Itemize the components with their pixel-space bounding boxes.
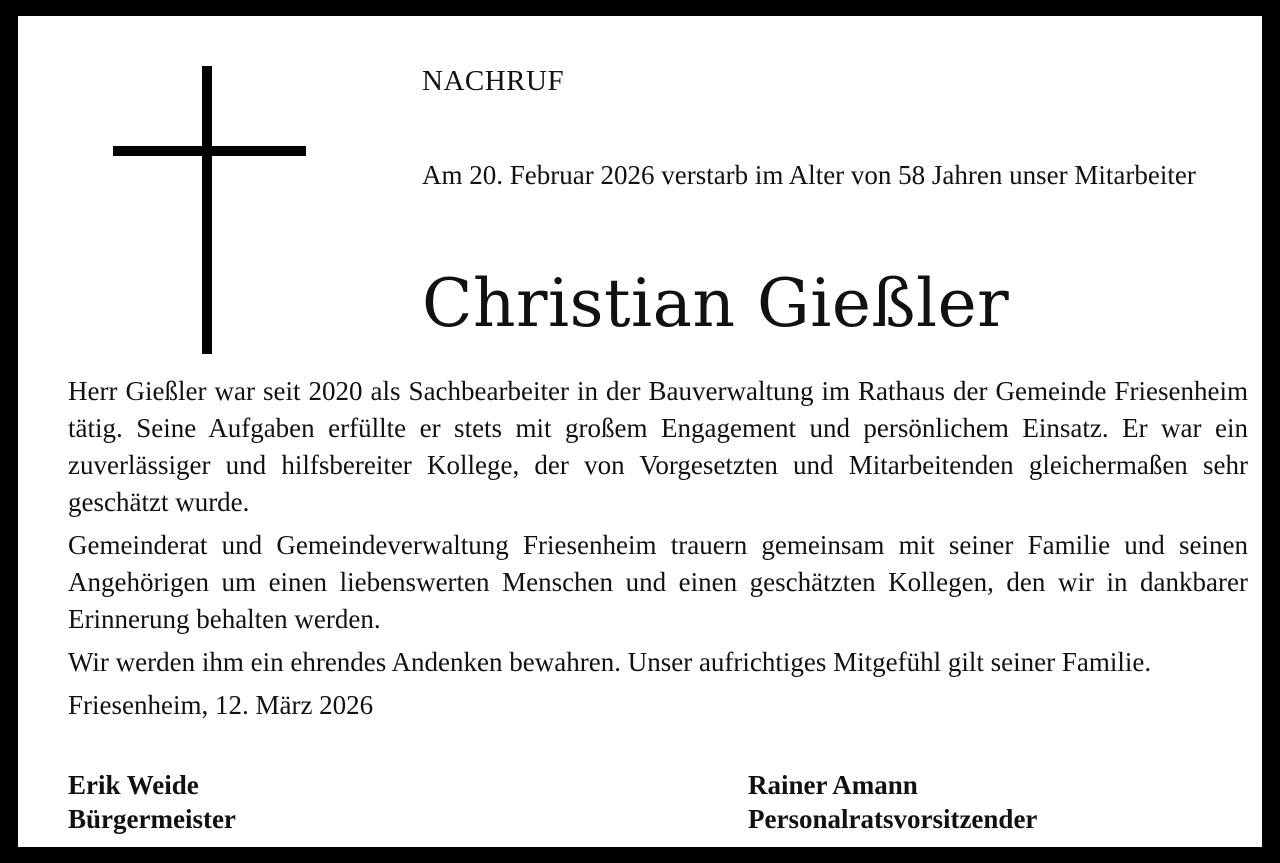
signatory-right	[748, 768, 1037, 836]
body-paragraph: Herr Gießler war seit 2020 als Sachbearbeiter in der Bauverwaltung im Rathaus der Gemeinde Friesenheim tätig. Seine Aufgaben erfüllte er stets mit großem Engagement und persönlichem Einsatz. Er war ein zuverlässiger und hilfsbereiter Kollege, der von Vorgesetzten und Mitarbeitenden gleichermaßen sehr geschätzt wurde.	[68, 376, 1248, 517]
signatory-name: Erik Weide	[68, 770, 199, 800]
signatory-role: Bürgermeister	[68, 804, 236, 834]
body-paragraph: Gemeinderat und Gemeindeverwaltung Friesenheim trauern gemeinsam mit seiner Familie und seinen Angehörigen um einen liebenswerten Menschen und einen geschätzten Kollegen, den wir in dankbarer Erinnerung behalten werden.	[68, 530, 1248, 634]
signatory-role: Personalratsvorsitzender	[748, 804, 1038, 834]
cross-icon-vertical-bar	[202, 66, 212, 354]
signatory-left	[68, 768, 236, 836]
obituary-notice	[18, 16, 1262, 847]
signatory-name: Rainer Amann	[748, 770, 918, 800]
deceased-name: Christian Gießler	[422, 265, 1010, 342]
place-date: Friesenheim, 12. März 2026	[68, 690, 374, 720]
cross-icon-horizontal-bar	[113, 146, 306, 156]
notice-heading: NACHRUF	[422, 65, 565, 97]
notice-intro: Am 20. Februar 2026 verstarb im Alter von 58 Jahren unser Mitarbeiter	[422, 160, 1196, 190]
notice-body	[68, 373, 1248, 730]
body-paragraph: Wir werden ihm ein ehrendes Andenken bewahren. Unser aufrichtiges Mitgefühl gilt seiner Familie.	[68, 647, 1152, 677]
